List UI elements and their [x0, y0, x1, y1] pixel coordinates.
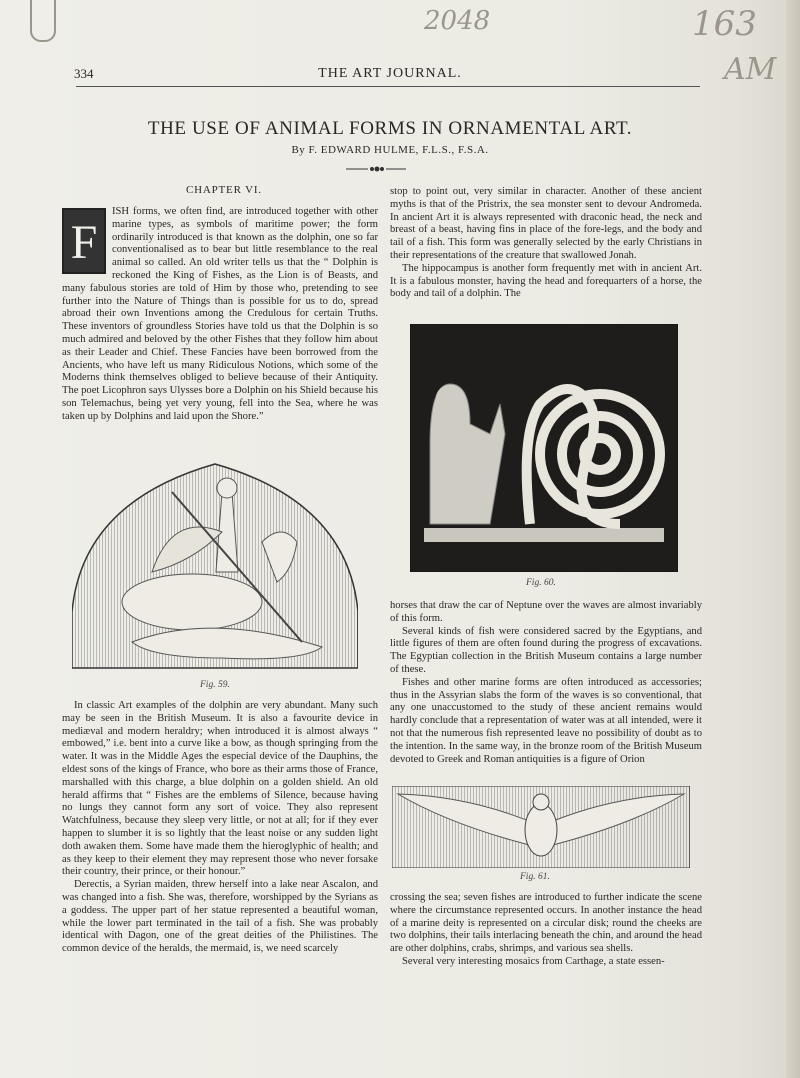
left-column-text-1	[62, 206, 378, 452]
paragraph: ISH forms, we often find, are introduced together with other marine types, as symbols of maritime power; the form ordinarily introduced is that known as the dolphin, one so far conventionalised as to bear but little resemblance to the real animal so called. An old writer tells us that the “ Dolphin is reckoned the King of Fishes, as the Lion is of Beasts, and many fabulous stories are told of Him by those who, pretending to see further into the Nature of Things than is possible for us to do, spread abroad their own Inventions among the Credulous for certain Truths. These inventors of groundless Stories have told us that the Dolphin is so much admired and beloved by the other Fishes that they follow him about as their Leader and Chief. These Fancies have been borrowed from the Ancients, who have left us many Ridiculous Notions, which some of the Moderns think themselves obliged to believe because of their Antiquity. The poet Licophron says Ulysses bore a Dolphin on his Shield because his son Telemachus, being yet very young, fell into the Sea, where he was taken up by Dolphins and laid upon the Shore.”	[62, 206, 378, 422]
pencil-mark-number: 2048	[424, 6, 491, 36]
right-column-text-2	[390, 600, 702, 776]
paragraph: Several kinds of fish were considered sacred by the Egyptians, and little figures of them are often found during the progress of excavations. The Egyptian collection in the British Museum contains a large number of these.	[390, 625, 702, 675]
figure-61-winged-scarab	[392, 786, 690, 868]
page-number: 334	[74, 66, 94, 81]
pencil-mark-page: 163	[692, 4, 757, 44]
right-column-text-1	[390, 186, 702, 312]
figure-60-caption: Fig. 60.	[526, 578, 556, 588]
paragraph: horses that draw the car of Neptune over the waves are almost invariably of this form.	[390, 600, 702, 624]
figure-61-caption: Fig. 61.	[520, 872, 550, 882]
header-rule	[76, 86, 700, 87]
article-byline: By F. EDWARD HULME, F.L.S., F.S.A.	[291, 144, 489, 156]
binder-clip-mark	[30, 0, 56, 42]
paragraph: stop to point out, very similar in character. Another of these ancient myths is that of the Pristrix, the sea monster sent to devour Andromeda. In ancient Art it is always represented with draconic head, the neck and breast of a beast, having fins in place of the fore-legs, and the body and tail of a fish. This form was generally selected by the early Christians in their representations of the creature that swallowed Jonah.	[390, 186, 702, 261]
ornament-divider	[346, 164, 406, 174]
right-column-text-3	[390, 892, 702, 986]
figure-60-serpent-illustration	[410, 324, 678, 572]
chapter-heading: CHAPTER VI.	[186, 184, 262, 196]
paragraph: Several very interesting mosaics from Carthage, a state essen-	[402, 955, 665, 967]
pencil-mark-initials: AM	[724, 52, 777, 87]
running-head: THE ART JOURNAL.	[318, 66, 462, 81]
paragraph: crossing the sea; seven fishes are introduced to further indicate the scene where the circumstance represented occurs. In another instance the head of a marine deity is represented on a circular disk; round the cheeks are two dolphins, their tails interlacing beneath the chin, and around the head are other dolphins, crabs, shrimps, and various sea shells.	[390, 892, 702, 955]
figure-59-caption: Fig. 59.	[200, 680, 230, 690]
paragraph: The hippocampus is another form frequently met with in ancient Art. It is a fabulous monster, having the head and forequarters of a horse, the body and tail of a dolphin. The	[390, 262, 702, 300]
illuminated-initial: F	[62, 208, 106, 274]
paragraph: Derectis, a Syrian maiden, threw herself into a lake near Ascalon, and was changed into a fish. She was, therefore, worshipped by the Syrians as a goddess. The upper part of her statue represented a beautiful woman, while the lower part terminated in the tail of a fish. She was probably identical with Dagon, one of the great deities of the Philistines. The common device of the heralds, the mermaid, is, we need scarcely	[62, 879, 378, 955]
paragraph: In classic Art examples of the dolphin are very abundant. Many such may be seen in the British Museum. It is also a favourite device in mediæval and modern heraldry; when introduced it is almost always “ embowed,” i.e. bent into a curve like a bow, as though springing from the water. It was in the Middle Ages the especial device of the Dauphins, the eldest sons of the kings of France, who bore as their arms those of France, marshalled with this charge, a blue dolphin on a golden shield. An old herald affirms that “ Fishes are the emblems of Silence, because having no lungs they cannot form any sort of voice. They also represent Watchfulness, because they sleep very little, or not at all; for if they ever happen to slumber it is so lightly that the least noise or any sudden light doth awaken them. Some have made them the hieroglyphic of health; and as they keep to their element they may represent those who never forsake their country, their prince, or their honour.”	[62, 700, 378, 878]
paragraph: Fishes and other marine forms are often introduced as accessories; thus in the Assyrian slabs the form of the waves is so conventional, that any one unaccustomed to the study of these ancient remains would hardly conclude that a representation of water was at all intended, were it not that the numerous fish represented leave no possibility of doubt as to the intention. In the same way, in the bronze room of the British Museum devoted to Greek and Roman antiquities is a figure of Orion	[390, 676, 702, 765]
left-column-text-2	[62, 700, 378, 986]
page-edge	[786, 0, 800, 1078]
article-title: THE USE OF ANIMAL FORMS IN ORNAMENTAL ART.	[147, 118, 633, 139]
figure-59-dolphin-relief	[72, 462, 358, 672]
